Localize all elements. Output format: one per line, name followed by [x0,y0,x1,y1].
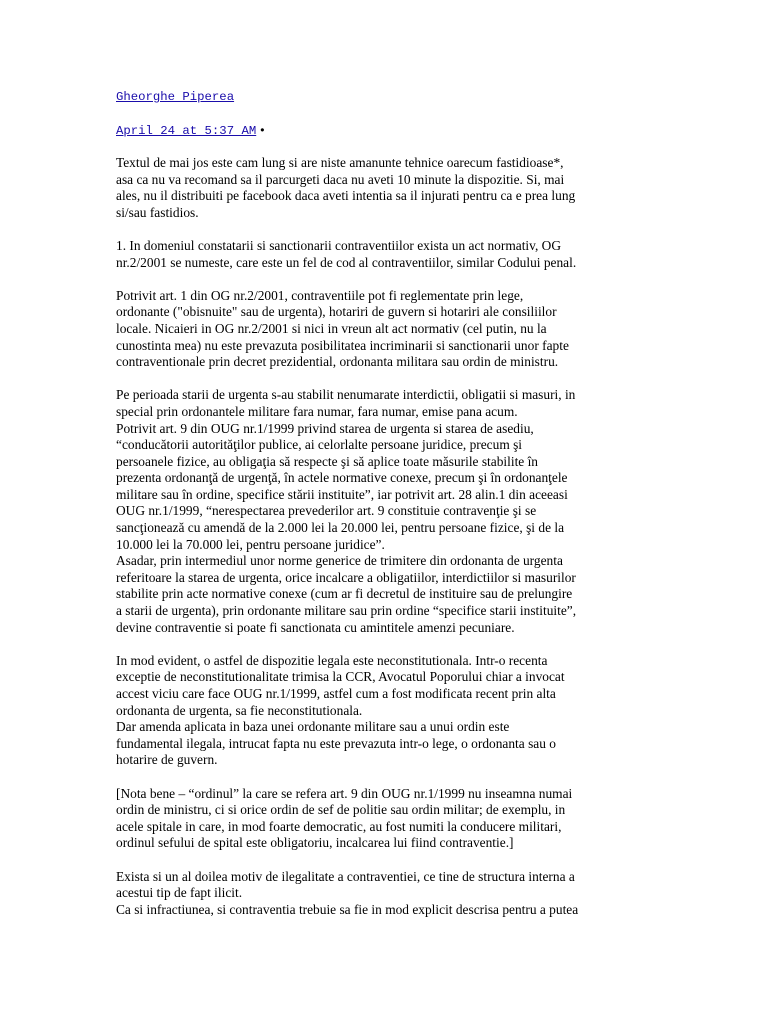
paragraph [116,387,661,636]
text-line: militare sau în ordine, specifice stării instituite”, iar potrivit art. 28 alin.1 din aceeasi [116,486,568,502]
text-line: fundamental ilegala, intrucat fapta nu este prevazuta intr-o lege, o ordonanta sau o [116,735,556,751]
text-line: si/sau fastidios. [116,204,199,220]
text-line: sancţionează cu amendă de la 2.000 lei la 20.000 lei, pentru persoane fizice, şi de la [116,520,565,536]
text-line: a starii de urgenta), prin ordonante militare sau prin ordine “specifice starii instituite”, [116,603,577,619]
paragraph [116,786,661,852]
paragraph [116,238,661,271]
author-line [116,88,661,105]
post-body [116,155,661,918]
text-line: ales, nu il distribuiti pe facebook daca aveti intentia sa il injurati pentru ca e prea lung [116,188,576,204]
text-line: Exista si un al doilea motiv de ilegalitate a contraventiei, ce tine de structura interna a [116,868,575,884]
post-container [116,88,661,935]
paragraph [116,869,661,919]
text-line: persoanele fizice, au obligaţia să respecte şi să aplice toate măsurile stabilite în [116,453,539,469]
text-line: stabilite prin acte normative conexe (cum ar fi decretul de instituire sau de prelungire [116,586,573,602]
text-line: [Nota bene – “ordinul” la care se refera art. 9 din OUG nr.1/1999 nu inseamna numai [116,785,573,801]
text-line: 10.000 lei la 70.000 lei, pentru persoane juridice”. [116,536,385,552]
text-line: ordonanta de urgenta, sa fie neconstitutionala. [116,702,363,718]
author-link[interactable]: Gheorghe Piperea [116,90,235,104]
text-line: exceptie de neconstitutionalitate trimisa la CCR, Avocatul Poporului chiar a invocat [116,669,565,685]
text-line: acestui tip de fapt ilicit. [116,885,243,901]
paragraph [116,653,661,769]
text-line: nr.2/2001 se numeste, care este un fel de cod al contraventiilor, similar Codului penal. [116,254,577,270]
text-line: hotarire de guvern. [116,752,218,768]
timestamp-line [116,122,661,139]
paragraph [116,288,661,371]
text-line: Dar amenda aplicata in baza unei ordonante militare sau a unui ordin este [116,719,510,735]
text-line: Potrivit art. 9 din OUG nr.1/1999 privind starea de urgenta si starea de asediu, [116,420,534,436]
text-line: Potrivit art. 1 din OG nr.2/2001, contraventiile pot fi reglementate prin lege, [116,287,524,303]
bullet-separator: • [260,123,265,137]
text-line: Ca si infractiunea, si contraventia trebuie sa fie in mod explicit descrisa pentru a putea [116,901,579,917]
timestamp-link[interactable]: April 24 at 5:37 AM [116,124,257,138]
text-line: referitoare la starea de urgenta, orice incalcare a obligatiilor, interdictiilor si masurilor [116,569,576,585]
text-line: acele spitale in care, in mod foarte democratic, au fost numiti la conducere militari, [116,818,562,834]
text-line: “conducătorii autorităţilor publice, ai celorlalte persoane juridice, precum şi [116,437,523,453]
text-line: cunostinta mea) nu este prevazuta posibilitatea incriminarii si sanctionarii unor fapte [116,337,569,353]
text-line: In mod evident, o astfel de dispozitie legala este neconstitutionala. Intr-o recenta [116,652,548,668]
text-line: Pe perioada starii de urgenta s-au stabilit nenumarate interdictii, obligatii si masuri, in [116,387,576,403]
text-line: special prin ordonantele militare fara numar, fara numar, emise pana acum. [116,403,518,419]
text-line: devine contraventie si poate fi sanctionata cu amintitele amenzi pecuniare. [116,619,515,635]
text-line: OUG nr.1/1999, “nerespectarea prevederilor art. 9 constituie contravenţie şi se [116,503,537,519]
text-line: prezenta ordonanţă de urgenţă, în actele normative conexe, precum şi în ordonanţele [116,470,568,486]
text-line: asa ca nu va recomand sa il parcurgeti daca nu aveti 10 minute la dispozitie. Si, mai [116,171,565,187]
text-line: ordonante ("obisnuite" sau de urgenta), hotariri de guvern si hotariri ale consiliilor [116,304,557,320]
text-line: contraventionale prin decret prezidential, ordonanta militara sau ordin de ministru. [116,354,559,370]
text-line: accest viciu care face OUG nr.1/1999, astfel cum a fost modificata recent prin alta [116,686,556,701]
text-line: Asadar, prin intermediul unor norme generice de trimitere din ordonanta de urgenta [116,553,563,569]
text-line: Textul de mai jos este cam lung si are niste amanunte tehnice oarecum fastidioase*, [116,155,564,170]
text-line: ordinul sefului de spital este obligatoriu, incalcarea lui fiind contraventie.] [116,835,514,851]
text-line: 1. In domeniul constatarii si sanctionarii contraventiilor exista un act normativ, OG [116,237,561,253]
paragraph [116,155,661,221]
text-line: locale. Nicaieri in OG nr.2/2001 si nici in vreun alt act normativ (cel putin, nu la [116,320,547,336]
text-line: ordin de ministru, ci si orice ordin de sef de politie sau ordin militar; de exemplu, in [116,802,566,818]
